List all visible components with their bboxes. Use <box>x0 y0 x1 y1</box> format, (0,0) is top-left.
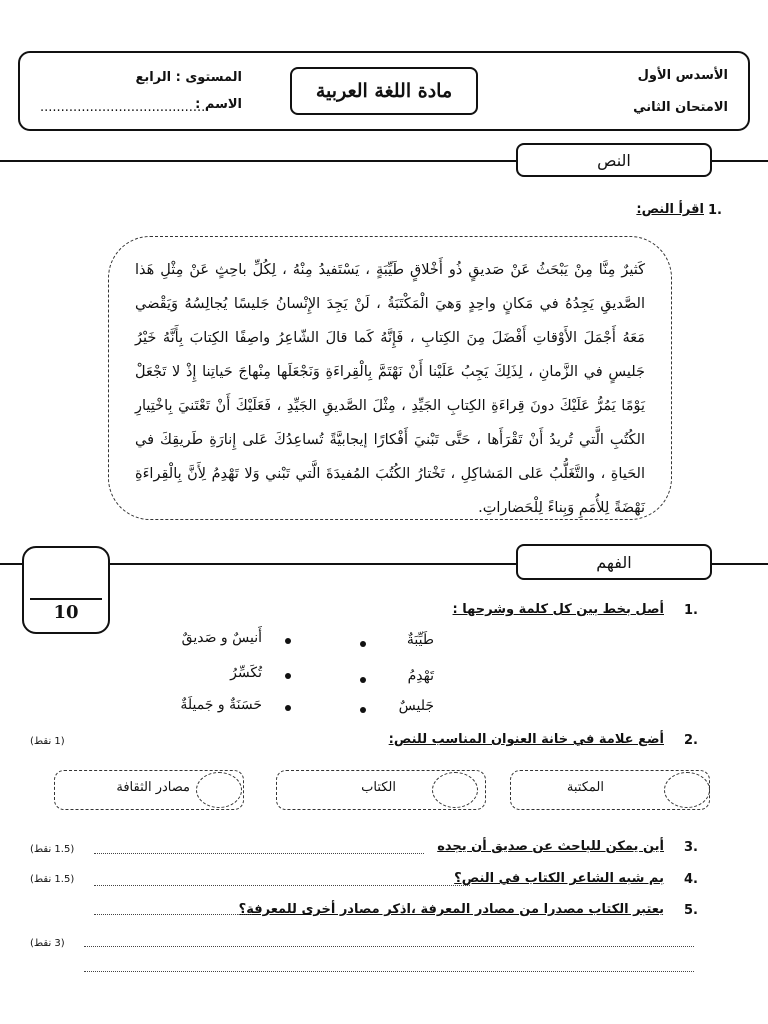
q2-option-culture-checkbox[interactable] <box>196 772 242 808</box>
q5-answer-line-2[interactable] <box>84 946 694 947</box>
q1-word-1: طَيِّبَةٌ <box>406 632 434 648</box>
q1-meaning-1: أَنيسٌ و صَديقٌ <box>181 630 262 646</box>
q4-points: (1.5 نقط) <box>30 874 75 885</box>
q1-meaning-2-dot[interactable] <box>285 673 291 679</box>
score-value: 10 <box>53 602 79 623</box>
q1-word-2: تَهْدِمُ <box>407 668 434 684</box>
q2-text: أضع علامة في خانة العنوان المناسب للنص: <box>388 732 664 747</box>
section-tab-text: النص <box>516 143 712 177</box>
q1-meaning-1-dot[interactable] <box>285 638 291 644</box>
q1-word-3: جَليسٌ <box>398 698 434 714</box>
q2-option-book-label: الكتاب <box>361 780 396 795</box>
q5-text: يعتبر الكتاب مصدرا من مصادر المعرفة ،اذكر مصادر أخرى للمعرفة؟ <box>238 902 664 917</box>
q1-number: 1. <box>684 603 698 618</box>
q2-option-library-checkbox[interactable] <box>664 772 710 808</box>
q4-answer-line[interactable] <box>94 885 470 886</box>
q2-number: 2. <box>684 733 698 748</box>
q1-word-2-dot[interactable] <box>360 677 366 683</box>
q1-meaning-2: تُكَسِّرُ <box>230 665 262 681</box>
exam-label: الامتحان الثاني <box>633 100 728 115</box>
q4-text: بم شبه الشاعر الكتاب في النص؟ <box>454 871 664 886</box>
q3-number: 3. <box>684 840 698 855</box>
reading-instruction: اقرأ النص: <box>636 202 704 217</box>
q2-option-book-checkbox[interactable] <box>432 772 478 808</box>
q1-text: أصل بخط بين كل كلمة وشرحها : <box>452 602 664 617</box>
q2-points: (1 نقط) <box>30 736 65 747</box>
q5-points: (3 نقط) <box>30 938 65 949</box>
q2-option-culture-label: مصادر الثقافة <box>116 780 190 795</box>
q5-answer-line-1[interactable] <box>94 914 252 915</box>
q1-word-1-dot[interactable] <box>360 641 366 647</box>
q2-option-library-label: المكتبة <box>566 780 604 795</box>
subject-title: مادة اللغة العربية <box>290 67 478 115</box>
score-divider <box>30 598 102 600</box>
passage-text: كَثيرٌ مِنَّا مِنْ يَبْحَثُ عَنْ صَديقٍ ذُو أَخْلاقٍ طَيِّبَةٍ ، يَسْتَفيدُ مِنْهُ ، لِكُلِّ باحِثٍ عَنْ مِثْلِ هَذا الصَّديقِ يَجِدُهُ في مَكانٍ واحِدٍ وَهيَ الْمَكْتَبَةُ ، لَنْ يَجِدَ الإِنْسانُ جَليسًا يُجالِسُهُ وَيَقْضي مَعَهُ أَجْمَلَ الأَوْقاتِ أَفْضَلَ مِنَ الكِتابِ ، فَإِنَّهُ كَما قالَ الشّاعِرُ واصِفًا الكِتابَ بِأَنَّهُ خَيْرُ جَليسٍ في الزَّمانِ ، لِذَلِكَ يَجِبُ عَلَيْنا أَنْ نَهْتَمَّ بِالْقِراءَةِ وَنَجْعَلَها مِنْهاجَ حَياتِنا إِذْ لا تَجْعَلْ يَوْمًا يَمُرُّ عَلَيْكَ دونَ قِراءَةِ الكِتابِ الجَيِّدِ ، مِثْلَ الصَّديقِ الجَيِّدِ ، فَعَلَيْكَ أَنْ تَعْتَنيَ بِاخْتِيارِ الكُتُبِ الَّتي تُريدُ أَنْ تَقْرَأَها ، حَتَّى تَبْنيَ أَفْكارًا إيجابيَّةً تُساعِدُكَ عَلى إِنارَةِ طَريقِكَ في الحَياةِ ، والتَّغَلُّبُ عَلى المَشاكِلِ ، تَخْتارُ الكُتُبَ المُفيدَةَ الَّتي تَبْني وَلا تَهْدِمُ لِأَنَّ بِالْقِراءَةِ نَهْضَةً لِلأُمَمِ وَبِناءً لِلْحَضاراتِ. <box>135 262 645 516</box>
q4-number: 4. <box>684 872 698 887</box>
q3-points: (1.5 نقط) <box>30 844 75 855</box>
semester-label: الأسدس الأول <box>637 68 728 83</box>
q1-word-3-dot[interactable] <box>360 707 366 713</box>
name-label: الاسم : <box>195 97 242 112</box>
section-tab-comprehension: الفهم <box>516 544 712 580</box>
q1-meaning-3-dot[interactable] <box>285 705 291 711</box>
q3-answer-line[interactable] <box>94 853 424 854</box>
level-label: المستوى : الرابع <box>135 70 242 85</box>
q1-meaning-3: حَسَنَةٌ و جَميلَةٌ <box>180 697 262 713</box>
name-field[interactable]: ......................................... <box>40 100 210 115</box>
reading-number: 1. <box>708 203 722 218</box>
q3-text: أين يمكن للباحث عن صديق أن يجده <box>437 839 664 854</box>
q5-answer-line-3[interactable] <box>84 971 694 972</box>
q5-number: 5. <box>684 903 698 918</box>
passage-box <box>108 236 672 520</box>
